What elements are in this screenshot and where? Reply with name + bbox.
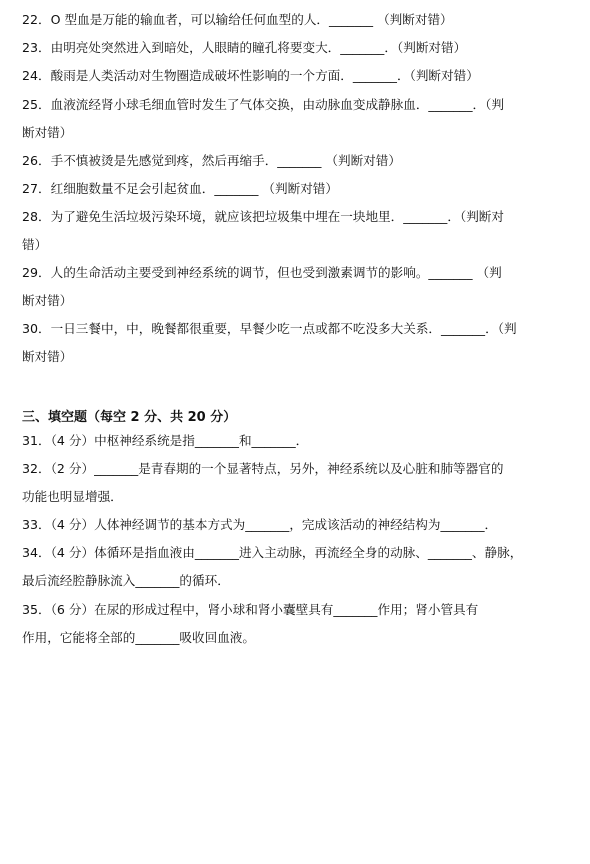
question-30-line1: 30．一日三餐中，中，晚餐都很重要，早餐少吃一点或都不吃没多大关系．_______．（判	[22, 321, 517, 336]
question-30-line2: 断对错）	[22, 349, 73, 364]
question-26: 26．手不慎被烫是先感觉到疼，然后再缩手．_______ （判断对错）	[22, 153, 401, 168]
question-34-line2: 最后流经腔静脉流入_______的循环．	[22, 573, 230, 588]
question-23: 23．由明亮处突然进入到暗处，人眼睛的瞳孔将要变大．_______．（判断对错）	[22, 40, 467, 55]
question-31: 31．（4 分）中枢神经系统是指_______和_______．	[22, 433, 309, 448]
question-29-line2: 断对错）	[22, 293, 73, 308]
question-25-line1: 25．血液流经肾小球毛细血管时发生了气体交换，由动脉血变成静脉血．_______．（判	[22, 97, 504, 112]
question-34-line1: 34．（4 分）体循环是指血液由_______进入主动脉，再流经全身的动脉、_______、静脉，	[22, 545, 523, 560]
question-29-line1: 29．人的生命活动主要受到神经系统的调节，但也受到激素调节的影响。_______ （判	[22, 265, 502, 280]
question-35-line2: 作用，它能将全部的_______吸收回血液。	[22, 630, 255, 645]
question-32-line1: 32．（2 分）_______是青春期的一个显著特点，另外，神经系统以及心脏和肺等器官的	[22, 461, 504, 476]
question-24: 24．酸雨是人类活动对生物圈造成破坏性影响的一个方面．_______．（判断对错）	[22, 68, 479, 83]
question-27: 27．红细胞数量不足会引起贫血．_______ （判断对错）	[22, 181, 338, 196]
question-33: 33．（4 分）人体神经调节的基本方式为_______，完成该活动的神经结构为_______．	[22, 517, 498, 532]
question-28-line1: 28．为了避免生活垃圾污染环境，就应该把垃圾集中埋在一块地里．_______．（判断对	[22, 209, 504, 224]
question-32-line2: 功能也明显增强．	[22, 489, 123, 504]
question-22: 22．O 型血是万能的输血者，可以输给任何血型的人．_______ （判断对错）	[22, 12, 453, 27]
section-title: 三、填空题（每空 2 分、共 20 分）	[22, 410, 237, 425]
question-35-line1: 35．（6 分）在尿的形成过程中，肾小球和肾小囊壁具有_______作用；肾小管具有	[22, 602, 479, 617]
question-25-line2: 断对错）	[22, 125, 73, 140]
question-28-line2: 错）	[22, 237, 48, 252]
